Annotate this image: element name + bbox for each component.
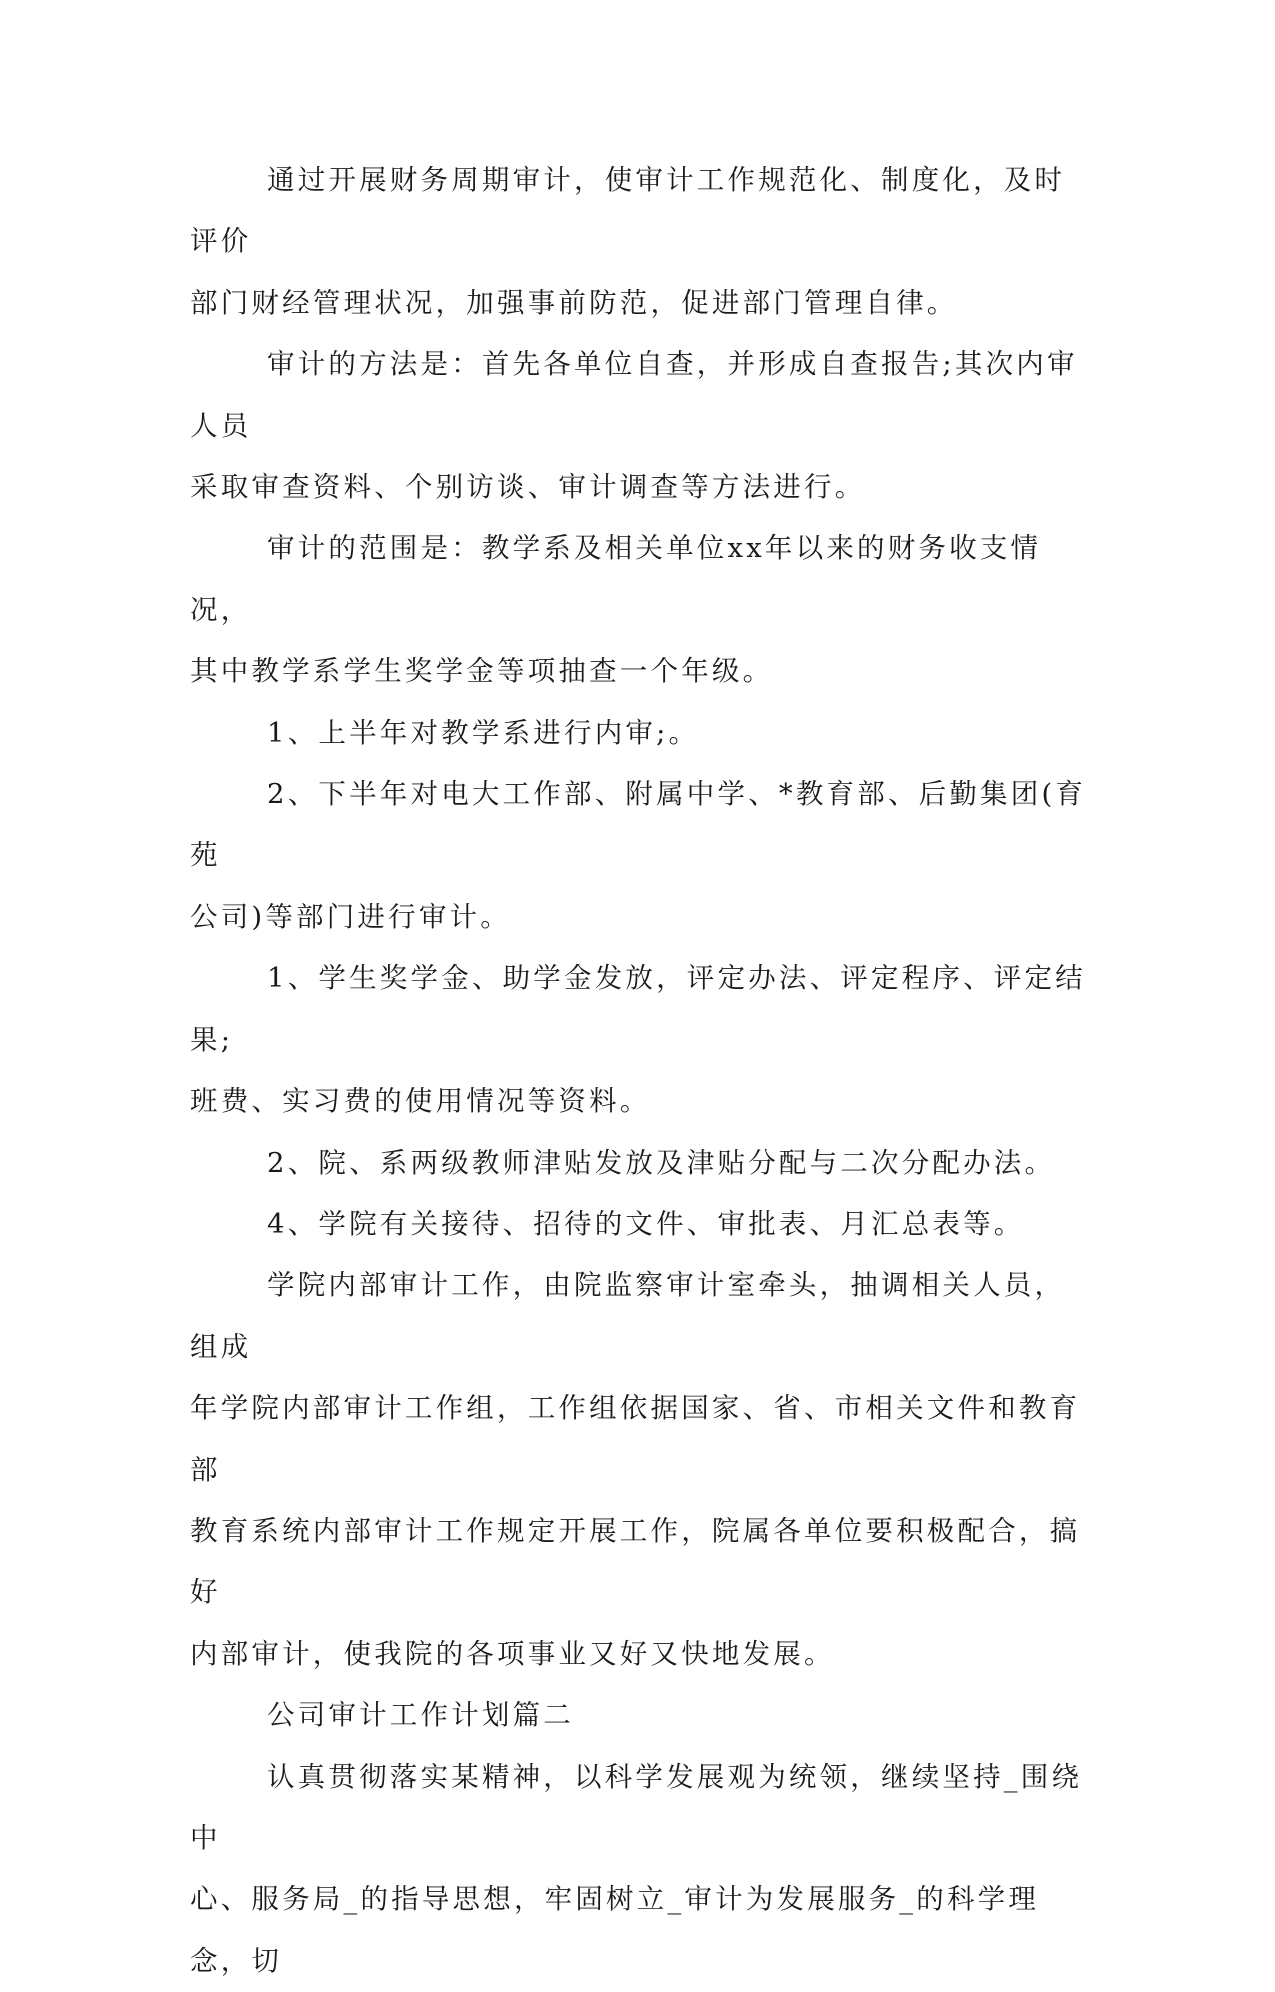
paragraph-internal-audit-organization: 学院内部审计工作，由院监察审计室牵头，抽调相关人员，组成 年学院内部审计工作组，工作组依据国家、省、市相关文件和教育部 教育系统内部审计工作规定开展工作，院属各单位要积极配合，搞好 内部审计，使我院的各项事业又好又快地发展。 — [190, 1269, 1081, 1670]
paragraph-periodic-audit: 通过开展财务周期审计，使审计工作规范化、制度化，及时评价 部门财经管理状况，加强事前防范，促进部门管理自律。 — [190, 164, 1066, 319]
paragraph-audit-scope: 审计的范围是：教学系及相关单位xx年以来的财务收支情况， 其中教学系学生奖学金等项抽查一个年级。 — [190, 532, 1042, 688]
list-item-scholarships: 1、学生奖学金、助学金发放，评定办法、评定程序、评定结果; 班费、实习费的使用情况等资料。 — [190, 962, 1086, 1118]
section-heading-plan-two: 公司审计工作计划篇二 — [267, 1699, 574, 1732]
list-item-first-half-year: 1、上半年对教学系进行内审;。 — [267, 716, 700, 749]
list-item-reception-documents: 4、学院有关接待、招待的文件、审批表、月汇总表等。 — [267, 1207, 1025, 1240]
list-item-teacher-allowance: 2、院、系两级教师津贴发放及津贴分配与二次分配办法。 — [267, 1146, 1056, 1179]
list-item-second-half-year: 2、下半年对电大工作部、附属中学、*教育部、后勤集团(育苑 公司)等部门进行审计。 — [190, 778, 1087, 933]
paragraph-guiding-principle: 认真贯彻落实某精神，以科学发展观为统领，继续坚持_围绕中 心、服务局_的指导思想，牢固树立_审计为发展服务_的科学理念，切 — [190, 1760, 1083, 1977]
document-body — [190, 150, 1090, 1992]
paragraph-audit-method: 审计的方法是：首先各单位自查，并形成自查报告;其次内审人员 采取审查资料、个别访谈、审计调查等方法进行。 — [190, 348, 1078, 504]
